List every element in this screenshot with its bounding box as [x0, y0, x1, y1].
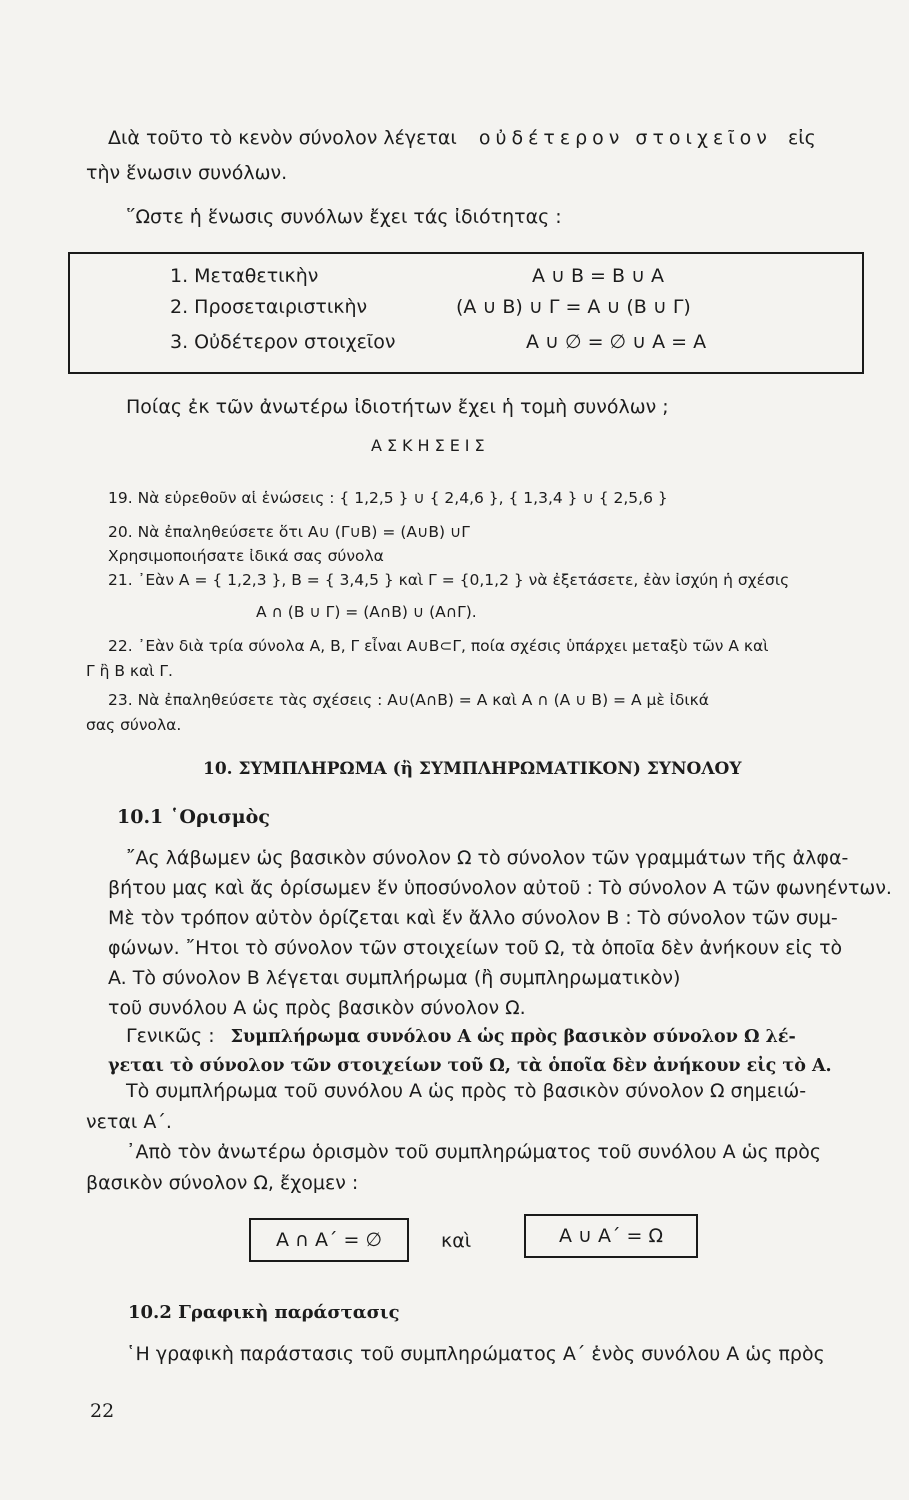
exercise-23-cont: σας σύνολα. — [86, 716, 182, 734]
definition-line-2: βήτου μας καὶ ἄς ὁρίσωμεν ἕν ὑποσύνολον αὐτοῦ : Τὸ σύνολον A τῶν φωνηέντων. — [108, 877, 892, 899]
definition-line-6: τοῦ συνόλου A ὡς πρὸς βασικὸν σύνολον Ω. — [108, 997, 526, 1019]
page-number: 22 — [90, 1400, 115, 1422]
property-3-name: 3. Οὐδέτερον στοιχεῖον — [170, 331, 396, 353]
general-definition-line-1 — [126, 1024, 796, 1049]
definition-line-1: ῎Ας λάβωμεν ὡς βασικὸν σύνολον Ω τὸ σύνολον τῶν γραμμάτων τῆς ἀλφα- — [126, 847, 849, 869]
intro-line-1: Διὰ τοῦτο τὸ κενὸν σύνολον λέγεται οὐδέτερον στοιχεῖον εἰς — [108, 127, 816, 149]
definition-line-4: φώνων. ῎Ητοι τὸ σύνολον τῶν στοιχείων τοῦ Ω, τὰ ὁποῖα δὲν ἀνήκουν εἰς τὸ — [108, 937, 843, 959]
exercises-title: ΑΣΚΗΣΕΙΣ — [371, 436, 490, 455]
and-word: καὶ — [441, 1230, 472, 1252]
intro-line-2: τὴν ἕνωσιν συνόλων. — [86, 162, 288, 184]
exercise-22: 22. ᾿Εὰν διὰ τρία σύνολα A, B, Γ εἶναι A∪B⊂Γ, ποία σχέσις ὑπάρχει μεταξὺ τῶν A καὶ — [108, 637, 769, 655]
exercise-20: 20. Νὰ ἐπαληθεύσετε ὅτι A∪ (Γ∪B) = (A∪B) ∪Γ — [108, 523, 470, 541]
notation-line-2: νεται A΄. — [86, 1111, 172, 1133]
section-10-title: 10. ΣΥΜΠΛΗΡΩΜΑ (ἢ ΣΥΜΠΛΗΡΩΜΑΤΙΚΟΝ) ΣΥΝΟΛΟΥ — [203, 759, 742, 779]
exercise-20-note: Χρησιμοποιήσατε ἰδικά σας σύνολα — [108, 547, 384, 565]
exercise-21: 21. ᾿Εὰν A = { 1,2,3 }, B = { 3,4,5 } καὶ Γ = {0,1,2 } νὰ ἐξετάσετε, ἐὰν ἰσχύη ἡ σχέσις — [108, 571, 790, 589]
union-equation-box: A ∪ A΄ = Ω — [524, 1214, 698, 1258]
intro-line-3: ῞Ωστε ἡ ἕνωσις συνόλων ἔχει τάς ἰδιότητας : — [126, 206, 562, 228]
general-definition-bold-1: Συμπλήρωμα συνόλου A ὡς πρὸς βασικὸν σύνολον Ω λέ- — [230, 1027, 796, 1047]
notation-line-1: Τὸ συμπλήρωμα τοῦ συνόλου A ὡς πρὸς τὸ βασικὸν σύνολον Ω σημειώ- — [126, 1080, 807, 1102]
intersection-equation-box: A ∩ A΄ = ∅ — [249, 1218, 409, 1262]
definition-line-3: Μὲ τὸν τρόπον αὐτὸν ὁρίζεται καὶ ἕν ἄλλο σύνολον B : Τὸ σύνολον τῶν συμ- — [108, 907, 838, 929]
property-3-formula: A ∪ ∅ = ∅ ∪ A = A — [526, 331, 707, 353]
exercise-21-formula: A ∩ (B ∪ Γ) = (A∩B) ∪ (A∩Γ). — [256, 603, 477, 621]
exercise-22-cont: Γ ἢ B καὶ Γ. — [86, 662, 173, 680]
property-1-name: 1. Μεταθετικὴν — [170, 265, 319, 287]
graphic-representation-line: ῾Η γραφικὴ παράστασις τοῦ συμπληρώματος A΄ ἑνὸς συνόλου A ὡς πρὸς — [126, 1343, 825, 1365]
properties-box — [68, 252, 864, 374]
neutral-element-term: οὐδέτερον στοιχεῖον — [478, 127, 772, 149]
section-10-2-title: 10.2 Γραφικὴ παράστασις — [128, 1302, 400, 1323]
exercise-19: 19. Νὰ εὑρεθοῦν αἱ ἑνώσεις : { 1,2,5 } ∪ { 2,4,6 }, { 1,3,4 } ∪ { 2,5,6 } — [108, 489, 668, 507]
section-10-1-title: 10.1 ῾Ορισμὸς — [117, 806, 270, 828]
definition-line-5: A. Τὸ σύνολον B λέγεται συμπλήρωμα (ἢ συμπληρωματικὸν) — [108, 967, 681, 989]
general-label: Γενικῶς : — [126, 1025, 215, 1047]
from-definition-line-1: ᾿Απὸ τὸν ἀνωτέρω ὁρισμὸν τοῦ συμπληρώματος τοῦ συνόλου A ὡς πρὸς — [126, 1141, 822, 1163]
exercise-23: 23. Νὰ ἐπαληθεύσετε τὰς σχέσεις : A∪(A∩B) = A καὶ A ∩ (A ∪ B) = A μὲ ἰδικά — [108, 691, 709, 709]
property-1-formula: A ∪ B = B ∪ A — [532, 265, 665, 287]
general-definition-bold-2: γεται τὸ σύνολον τῶν στοιχείων τοῦ Ω, τὰ ὁποῖα δὲν ἀνήκουν εἰς τὸ A. — [108, 1056, 832, 1076]
from-definition-line-2: βασικὸν σύνολον Ω, ἔχομεν : — [86, 1172, 359, 1194]
property-2-name: 2. Προσεταιριστικὴν — [170, 296, 368, 318]
question: Ποίας ἐκ τῶν ἀνωτέρω ἰδιοτήτων ἔχει ἡ τομὴ συνόλων ; — [126, 396, 669, 418]
property-2-formula: (A ∪ B) ∪ Γ = A ∪ (B ∪ Γ) — [456, 296, 691, 318]
